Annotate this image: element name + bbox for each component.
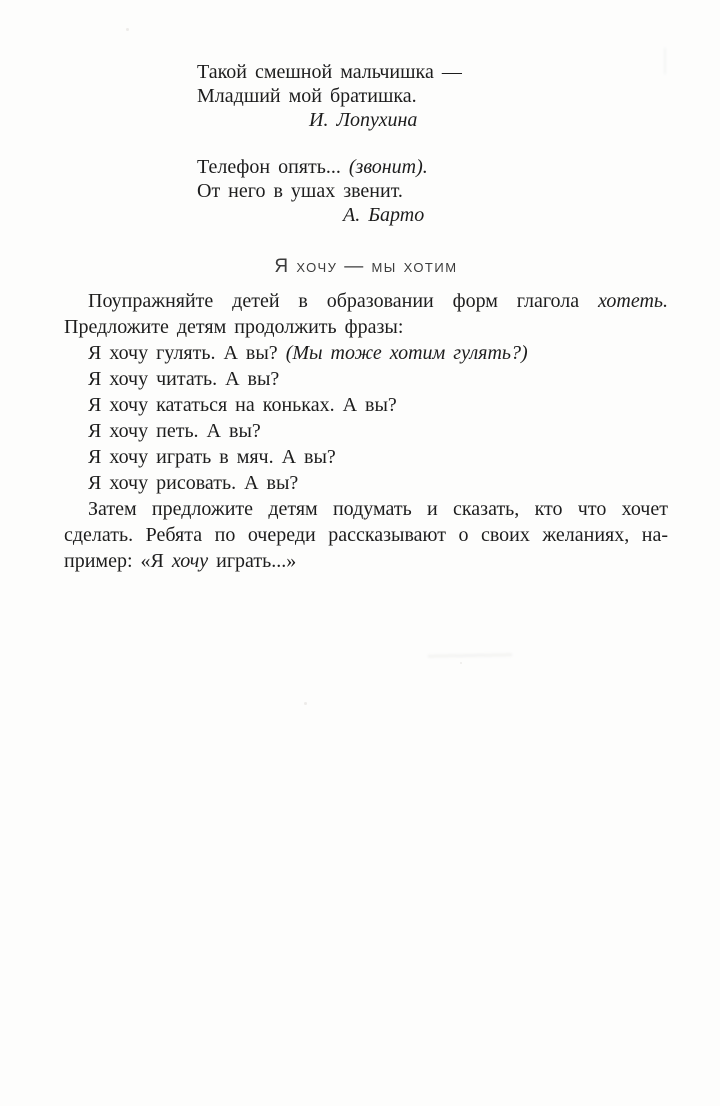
scan-speck — [460, 662, 462, 664]
poem-line-text: От него в ушах звенит. — [197, 180, 403, 202]
poem-author — [309, 108, 462, 132]
exercise-text: Я хочу играть в мяч. А вы? — [88, 446, 336, 468]
scan-smudge — [428, 653, 512, 657]
scan-speck — [304, 702, 307, 705]
exercise-line — [64, 444, 668, 470]
exercise-line — [64, 366, 668, 392]
epigraph-poem-2 — [197, 155, 428, 227]
poem-line — [197, 179, 428, 203]
poem-line — [197, 84, 462, 108]
poem-line-text: Младший мой братишка. — [197, 85, 417, 107]
section-title: Я хочу — мы хотим — [274, 256, 458, 277]
exercise-italic-text: (Мы тоже хотим гулять?) — [285, 342, 528, 364]
poem-line-italic-text: (звонит). — [348, 156, 428, 178]
paragraph-italic-text: хочу — [171, 550, 209, 572]
exercise-text: Я хочу гулять. А вы? — [88, 342, 286, 364]
paragraph-line — [64, 496, 668, 522]
paragraph-line — [64, 548, 668, 574]
paragraph-italic-text: хотеть. — [598, 290, 668, 312]
exercise-text: Я хочу рисовать. А вы? — [88, 472, 299, 494]
poem-author-text: И. Лопухина — [309, 109, 418, 131]
epigraph-poem-1 — [197, 60, 462, 132]
paragraph-line — [64, 288, 668, 314]
paragraph-text: играть...» — [208, 550, 297, 572]
paragraph-text: Затем предложите детям подумать и сказать, кто что хочет — [88, 498, 668, 520]
exercise-text: Я хочу кататься на коньках. А вы? — [88, 394, 397, 416]
exercise-line — [64, 392, 668, 418]
poem-line-text: Такой смешной мальчишка — — [197, 61, 462, 83]
paragraph-line — [64, 314, 668, 340]
scan-edge-mark — [664, 48, 666, 74]
poem-author — [343, 203, 428, 227]
paragraph-text: сделать. Ребята по очереди рассказывают о своих желаниях, на- — [64, 524, 668, 546]
paragraph-text: Поупражняйте детей в образовании форм глагола — [88, 290, 599, 312]
paragraph-text: пример: «Я — [64, 550, 172, 572]
poem-author-text: А. Барто — [343, 204, 425, 226]
poem-line-text: Телефон опять... — [197, 156, 349, 178]
poem-line — [197, 155, 428, 179]
poem-line — [197, 60, 462, 84]
scan-speck — [126, 28, 129, 31]
exercise-line — [64, 340, 668, 366]
exercise-text: Я хочу петь. А вы? — [88, 420, 261, 442]
exercise-line — [64, 470, 668, 496]
exercise-text: Я хочу читать. А вы? — [88, 368, 280, 390]
exercise-line — [64, 418, 668, 444]
body-text — [64, 288, 668, 574]
paragraph-line — [64, 522, 668, 548]
paragraph-text: Предложите детям продолжить фразы: — [64, 316, 404, 338]
